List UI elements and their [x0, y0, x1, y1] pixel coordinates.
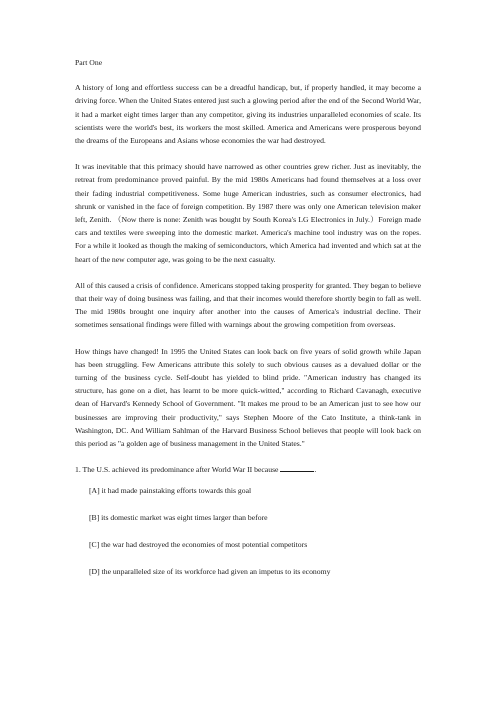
paragraph-2: It was inevitable that this primacy should have narrowed as other countries grew richer. Just as inevitably, the retreat from predominance proved painful. By the mid 1980s Americans had found themselves at a loss over their fading industrial competitiveness. Some huge American industries, such as consumer electronics, had shrunk or vanished in the face of foreign competition. By 1987 there was only one American television maker left, Zenith. （Now there is none: Zenith was bought by South Korea's LG Electronics in July.）Foreign made cars and textiles were sweeping into the domestic market. America's machine tool industry was on the ropes. For a while it looked as though the making of semiconductors, which America had invented and which sat at the heart of the new computer age, was going to be the next casualty. — [75, 162, 421, 264]
paragraph-3: All of this caused a crisis of confidence. Americans stopped taking prosperity for granted. They began to believe that their way of doing business was failing, and that their incomes would therefore shortly begin to fall as well. The mid 1980s brought one inquiry after another into the causes of America's industrial decline. Their sometimes sensational findings were filled with warnings about the growing competition from overseas. — [75, 280, 421, 330]
paragraph-4: How things have changed! In 1995 the United States can look back on five years of solid growth while Japan has been struggling. Few Americans attribute this solely to such obvious causes as a devalued dollar or the turning of the business cycle. Self-doubt has yielded to blind pride. "American industry has changed its structure, has gone on a diet, has learnt to be more quick-witted," according to Richard Cavanagh, executive dean of Harvard's Kennedy School of Government. "It makes me proud to be an American just to see how our businesses are improving their productivity," says Stephen Moore of the Cato Institute, a think-tank in Washington, DC. And William Sahlman of the Harvard Business School believes that people will look back on this period as "a golden age of business management in the United States." — [75, 346, 421, 449]
answer-blank — [280, 463, 314, 472]
option-b: [B] its domestic market was eight times larger than before — [89, 513, 268, 523]
option-c: [C] the war had destroyed the economies of most potential competitors — [89, 539, 308, 549]
question-stem: 1. The U.S. achieved its predominance after World War II because — [75, 465, 279, 475]
question-1: 1. The U.S. achieved its predominance after World War II because . — [75, 465, 317, 475]
option-a: [A] it had made painstaking efforts towards this goal — [89, 486, 252, 496]
part-title: Part One — [75, 58, 103, 67]
option-d: [D] the unparalleled size of its workforce had given an impetus to its economy — [89, 566, 331, 576]
paragraph-1: A history of long and effortless success can be a dreadful handicap, but, if properly handled, it may become a driving force. When the United States entered just such a glowing period after the end of the Second World War, it had a market eight times larger than any competitor, giving its industries unparalleled economies of scale. Its scientists were the world's best, its workers the most skilled. America and Americans were prosperous beyond the dreams of the Europeans and Asians whose economies the war had destroyed. — [75, 83, 421, 146]
answer-options — [75, 484, 421, 577]
